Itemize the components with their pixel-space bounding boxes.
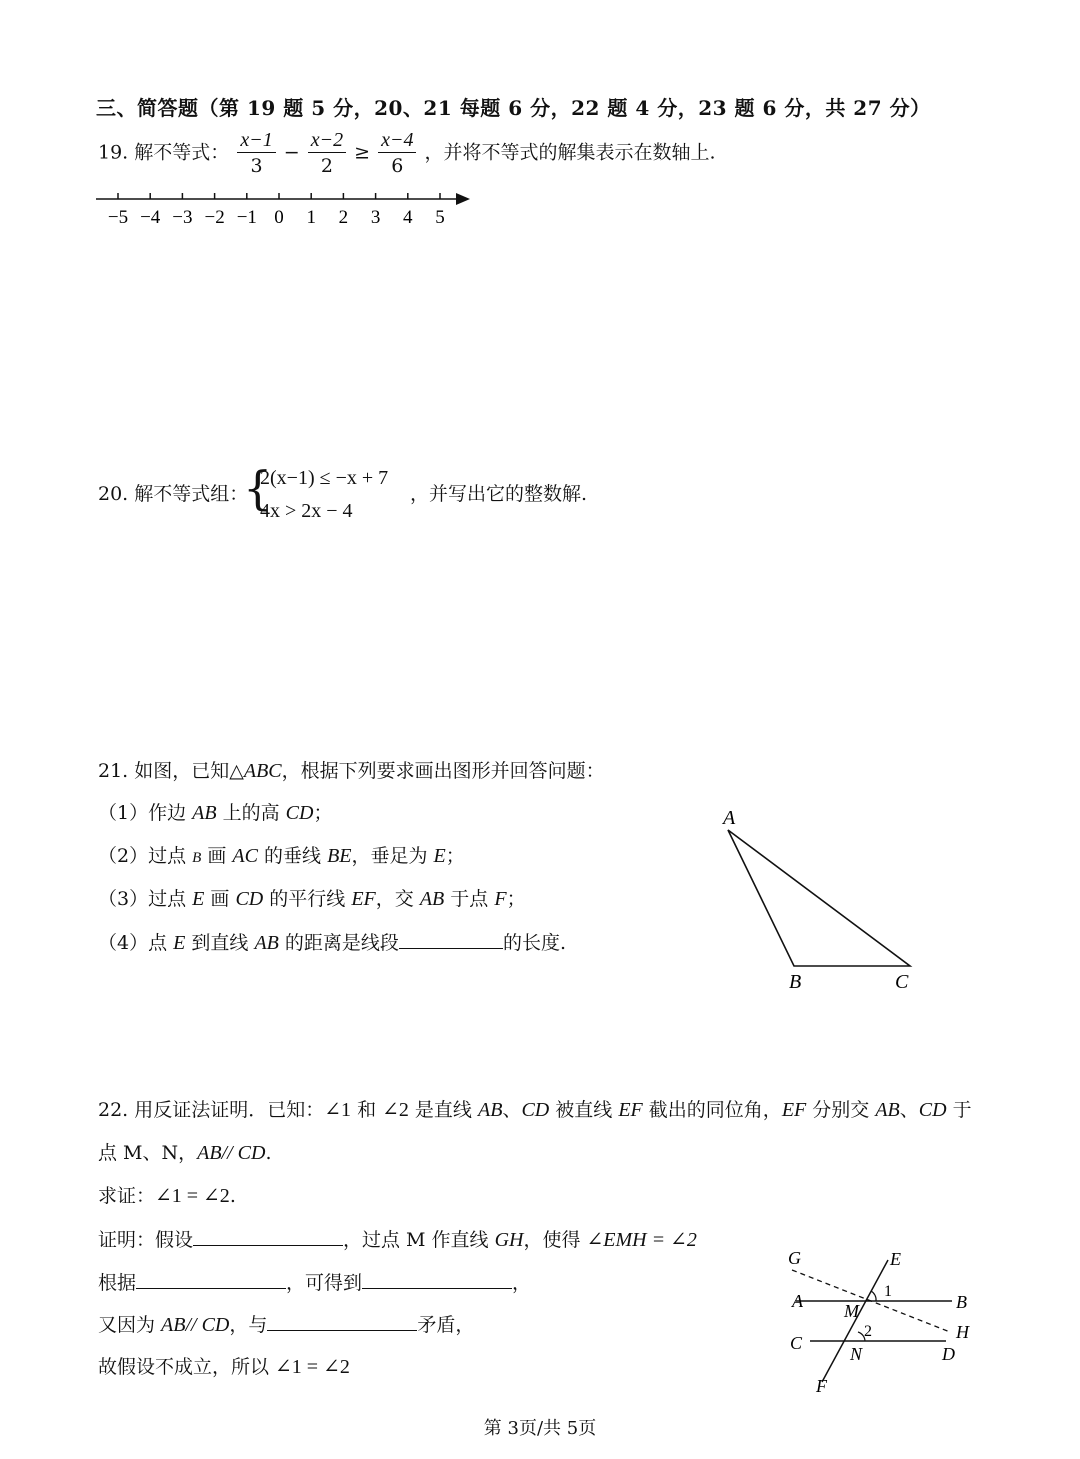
angle-1-arc [871,1291,876,1301]
parallel-lines-figure [780,1240,980,1400]
q22-proof-4: 故假设不成立，所以 ∠1 = ∠2 [98,1356,350,1378]
reason-blank[interactable] [136,1269,286,1289]
label-d: D [942,1344,955,1364]
number-line-tick-label: −2 [204,207,225,228]
label-g: G [788,1248,801,1268]
fraction-2-denominator: 2 [320,155,333,177]
answer-blank[interactable] [399,929,503,949]
assume-blank[interactable] [193,1226,343,1246]
label-angle-2: 2 [864,1323,872,1340]
q21-step-3: （3）过点 E 画 CD 的平行线 EF，交 AB 于点 F； [98,888,526,910]
q22-proof-3: 又因为 AB// CD，与 矛盾， [98,1311,474,1338]
q20-tail: ，并写出它的整数解. [410,483,588,505]
q21-intro-text: 21. 如图，已知△ [98,760,244,782]
conclusion-blank[interactable] [362,1269,512,1289]
minus-sign: − [283,141,300,164]
vertex-b-label: B [789,971,802,993]
label-c: C [790,1333,803,1353]
q22-proof-2: 根据 ，可得到 ， [98,1269,531,1296]
page-footer: 第 3页/共 5页 [483,1418,597,1439]
q22-given-2: 点 M、N，AB// CD. [98,1142,272,1164]
vertex-c-label: C [895,971,909,993]
system-brace: { [243,461,273,515]
label-angle-1: 1 [884,1283,892,1300]
q20-number: 20. [98,483,129,505]
q21-step-2: （2）过点 B 画 AC 的垂线 BE，垂足为 E； [98,845,465,867]
q19-number: 19. [98,141,129,164]
label-n: N [850,1344,863,1364]
q21-intro-tail: ，根据下列要求画出图形并回答问题： [281,760,605,782]
q21-step-4: （4）点 E 到直线 AB 的距离是线段 的长度. [98,929,566,956]
number-line-tick-label: 2 [338,207,349,228]
number-line-arrow [456,193,470,205]
q21-step-1: （1）作边 AB 上的高 CD； [98,802,333,824]
number-line-tick-label: 1 [306,207,316,228]
label-a: A [792,1291,803,1311]
number-line-tick-label: −1 [236,207,257,228]
label-b: B [956,1292,967,1312]
q21-intro [98,758,605,784]
fraction-2-numerator: x−2 [308,128,346,153]
q20-line2: 4x > 2x − 4 [260,500,353,522]
question-20 [98,482,248,506]
triangle-figure [710,800,930,1000]
number-line-tick-label: 5 [435,207,445,228]
q19-lead: 解不等式： [134,141,230,164]
number-line-tick-label: 3 [370,207,381,228]
vertex-a-label: A [723,807,736,829]
number-line-tick-label: −4 [140,207,161,228]
contradiction-blank[interactable] [267,1311,417,1331]
fraction-1 [237,128,275,179]
fraction-1-numerator: x−1 [237,128,275,153]
number-line-tick-label: 4 [403,207,413,228]
q22-given-1: 22. 用反证法证明．已知：∠1 和 ∠2 是直线 AB、CD 被直线 EF 截出的同位角，EF 分别交 AB、CD 于 [98,1099,972,1121]
label-m: M [844,1301,859,1321]
q22-prove: 求证：∠1 = ∠2. [98,1185,236,1207]
number-line-tick-label: −5 [107,207,129,228]
q20-line1: 2(x−1) ≤ −x + 7 [260,467,389,489]
fraction-3-numerator: x−4 [378,128,416,153]
label-f: F [816,1376,827,1396]
number-line-tick-label: 0 [274,207,284,228]
section-title: 三、简答题（第 19 题 5 分，20、21 每题 6 分，22 题 4 分，23 题 6 分，共 27 分） [96,96,931,120]
triangle-abc [728,830,910,966]
label-h: H [956,1322,969,1342]
fraction-3 [378,128,416,179]
number-line [90,185,480,235]
q21-triangle-name: ABC [243,760,282,782]
fraction-3-denominator: 6 [391,155,404,177]
q22-proof-1: 证明：假设 ，过点 M 作直线 GH，使得 ∠EMH = ∠2 [98,1226,697,1253]
geq-sign: ≥ [354,141,371,164]
fraction-2 [308,128,346,179]
q19-tail: ，并将不等式的解集表示在数轴上. [424,141,716,164]
question-19 [98,128,716,179]
label-e: E [890,1249,901,1269]
q20-lead: 解不等式组： [134,483,249,505]
fraction-1-denominator: 3 [250,155,263,177]
number-line-tick-label: −3 [172,207,193,228]
